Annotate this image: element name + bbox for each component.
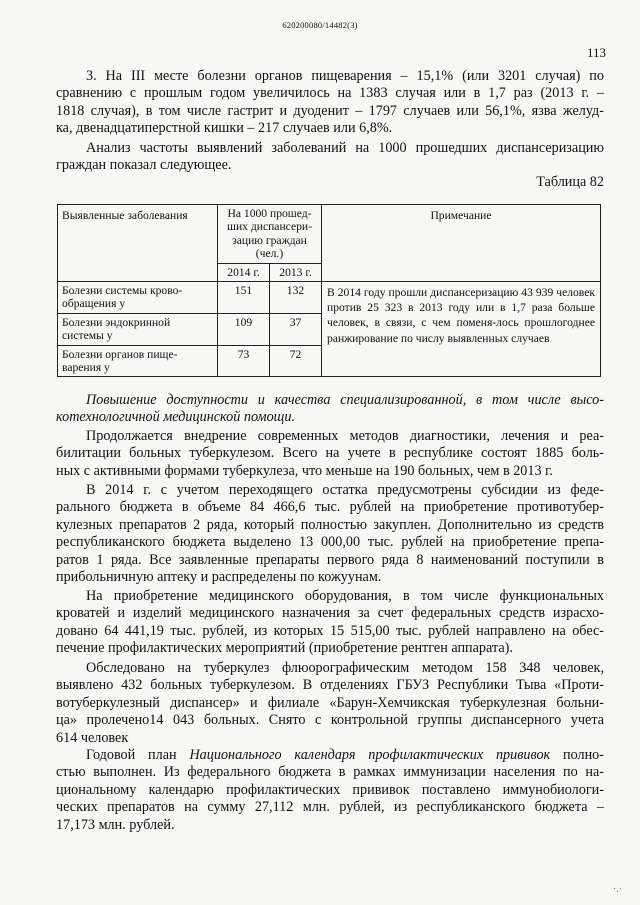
section-heading [56, 392, 604, 427]
value-2014: 109 [218, 313, 270, 345]
paragraph-subsidies [56, 482, 604, 586]
value-2013: 72 [270, 345, 322, 377]
value-2013: 37 [270, 313, 322, 345]
document-id: 620200080/14482(3) [282, 20, 358, 30]
note-cell: В 2014 году прошли диспансеризацию 43 939 человек против 25 323 в 2013 году или в 1,7 раза больше человек, в связи, с чем поменя-лось прошлогоднее ранжирование по числу выявленных случаев [322, 282, 601, 377]
disease-cell: Болезни эндокринной системы у [58, 313, 218, 345]
text-line: котехнологичной медицинской помощи. [56, 409, 296, 426]
paragraph-vaccination [56, 747, 604, 834]
page-number: 113 [586, 45, 606, 60]
paragraph-tuberculosis [56, 428, 604, 480]
value-2013: 132 [270, 282, 322, 314]
text-line: рального бюджета в объеме 84 466,6 тыс. рублей на приобретение противотубер- [56, 499, 604, 516]
text-line: Повышение доступности и качества специализированной, в том числе высо- [86, 392, 604, 408]
text-line: ца» пролечено14 043 больных. Снято с контрольной группы диспансерного учета [56, 712, 604, 729]
text-line: билитации больных туберкулезом. Всего на учете в республике состоят 1885 боль- [56, 445, 604, 462]
text-line: В 2014 г. с учетом переходящего остатка предусмотрены субсидии из феде- [86, 482, 604, 498]
text-line: прибольничную аптеку и распределены по кожуунам. [56, 569, 382, 586]
text-line: печение профилактических мероприятий (приобретение рентген аппарата). [56, 640, 513, 657]
text-line: ка, двенадцатиперстной кишки – 217 случаев или 6,8%. [56, 120, 393, 137]
text-line [56, 747, 604, 764]
text-line: На приобретение медицинского оборудования, в том числе функциональных [86, 588, 604, 604]
header-rate: На 1000 прошед- ших диспансери- зацию граждан (чел.) [218, 205, 322, 264]
text-line: 614 человек [56, 729, 129, 746]
text-run: Годовой план [86, 747, 177, 763]
paragraph-digestive-diseases [56, 68, 604, 138]
text-line: 1818 случая), в том числе гастрит и дуоденит – 1797 случаев или 56,1%, язва желуд- [56, 102, 604, 119]
table-caption: Таблица 82 [536, 174, 604, 190]
text-line: ратов 1 ряда. Все заявленные препараты первого ряда 8 наименований поступили в [56, 551, 604, 568]
text-line: циональному календарю профилактических прививок поставлено иммунобиологи- [56, 781, 604, 798]
paragraph-screening [56, 660, 604, 747]
text-line: 17,173 млн. рублей. [56, 816, 175, 833]
text-line: кроватей и изделий медицинского назначения за счет федеральных средств израсхо- [56, 605, 604, 622]
value-2014: 151 [218, 282, 270, 314]
disease-cell: Болезни системы крово- обращения у [58, 282, 218, 314]
text-line: Продолжается внедрение современных методов диагностики, лечения и реа- [86, 428, 604, 444]
header-disease: Выявленные заболевания [58, 205, 218, 282]
text-line: довано 64 441,19 тыс. рублей, из которых 15 515,00 тыс. рублей направлено на обес- [56, 622, 604, 639]
header-year-2013: 2013 г. [270, 263, 322, 281]
header-note: Примечание [322, 205, 601, 282]
disease-table [57, 204, 601, 377]
scan-mark: ·.· [612, 884, 622, 895]
text-line: кулезных препаратов 2 ряда, который полностью закуплен. Дополнительно из средств [56, 516, 604, 533]
disease-cell: Болезни органов пище- варения у [58, 345, 218, 377]
vaccination-calendar-title: Национального календаря профилактических прививок [189, 747, 551, 763]
text-line: вотуберкулезный диспансер» и филиале «Барун-Хемчикская туберкулезная больни- [56, 694, 604, 711]
text-line: ческих препаратов на сумму 27,112 млн. рублей, из республиканского бюджета – [56, 799, 604, 816]
value-2014: 73 [218, 345, 270, 377]
text-line: стью выполнен. Из федерального бюджета в рамках иммунизации населения по на- [56, 764, 604, 781]
text-line: выявлено 432 больных туберкулезом. В отделениях ГБУЗ Республики Тыва «Проти- [56, 677, 604, 694]
text-line: 3. На III месте болезни органов пищеварения – 15,1% (или 3201 случая) по [86, 68, 604, 84]
text-line: ных с активными формами туберкулеза, что меньше на 190 больных, чем в 2013 г. [56, 462, 553, 479]
paragraph-analysis [56, 140, 604, 175]
text-line: Обследовано на туберкулез флюорографическим методом 158 348 человек, [86, 660, 604, 676]
table-row [58, 282, 601, 314]
text-line: сравнению с прошлым годом увеличилось на 1383 случая или в 1,7 раз (2013 г. – [56, 85, 604, 102]
text-line: республиканского бюджета выделено 13 000,00 тыс. рублей на приобретение препа- [56, 534, 604, 551]
text-line: граждан показал следующее. [56, 157, 232, 174]
text-run: полно- [563, 747, 604, 763]
text-line: Анализ частоты выявлений заболеваний на 1000 прошедших диспансеризацию [86, 140, 604, 156]
header-year-2014: 2014 г. [218, 263, 270, 281]
paragraph-equipment [56, 588, 604, 658]
